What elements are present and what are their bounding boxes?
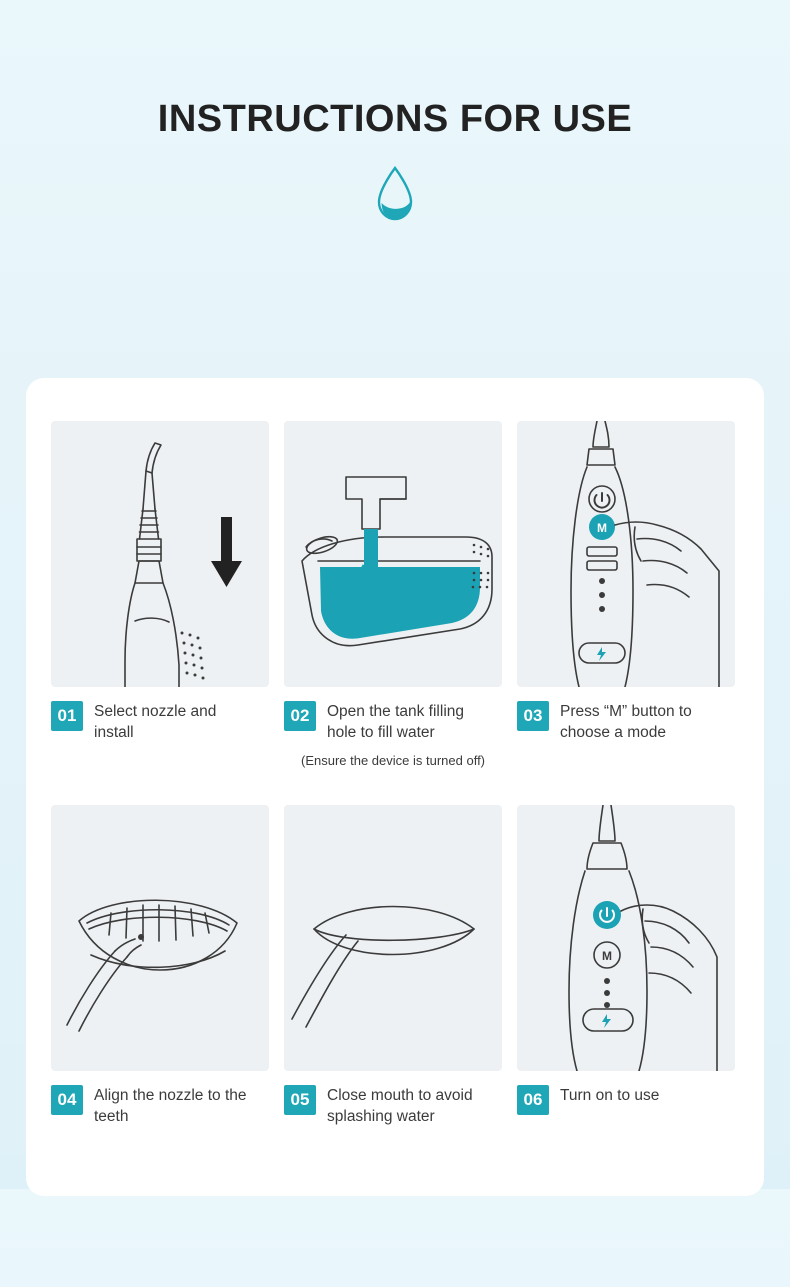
lightning-bolt-icon xyxy=(602,1014,611,1028)
step-01-text: Select nozzle and install xyxy=(94,703,217,741)
step-01 xyxy=(46,421,279,769)
tank-filling-illustration xyxy=(284,421,502,687)
step-05 xyxy=(279,805,512,1127)
step-03-number: 03 xyxy=(517,701,549,731)
step-06-number: 06 xyxy=(517,1085,549,1115)
step-03-caption xyxy=(517,701,740,743)
step-05-text: Close mouth to avoid splashing water xyxy=(327,1087,473,1125)
down-arrow-icon xyxy=(211,517,242,587)
step-04-text: Align the nozzle to the teeth xyxy=(94,1087,247,1125)
step-05-caption xyxy=(284,1085,507,1127)
close-mouth-illustration xyxy=(284,805,502,1071)
press-m-button-illustration xyxy=(517,421,735,687)
step-06 xyxy=(512,805,745,1127)
step-04-number: 04 xyxy=(51,1085,83,1115)
mode-button-label: M xyxy=(597,521,607,535)
step-06-caption xyxy=(517,1085,740,1115)
step-04 xyxy=(46,805,279,1127)
step-02-note: (Ensure the device is turned off) xyxy=(300,753,486,768)
step-01-caption xyxy=(51,701,274,743)
water-drop-icon xyxy=(372,165,418,225)
page-title: INSTRUCTIONS FOR USE xyxy=(157,98,633,140)
mode-button-label: M xyxy=(602,949,612,963)
turn-on-illustration xyxy=(517,805,735,1071)
step-03 xyxy=(512,421,745,769)
step-02 xyxy=(279,421,512,769)
step-05-number: 05 xyxy=(284,1085,316,1115)
steps-grid xyxy=(46,421,746,1127)
step-02-caption xyxy=(284,701,507,743)
lightning-bolt-icon xyxy=(597,647,606,661)
step-06-text: Turn on to use xyxy=(560,1087,660,1104)
align-nozzle-teeth-illustration xyxy=(51,805,269,1071)
nozzle-install-illustration xyxy=(51,421,269,687)
step-02-text: Open the tank filling hole to fill water xyxy=(327,703,465,741)
step-03-text: Press “M” button to choose a mode xyxy=(560,703,692,741)
step-04-caption xyxy=(51,1085,274,1127)
step-02-number: 02 xyxy=(284,701,316,731)
step-01-number: 01 xyxy=(51,701,83,731)
instructions-card xyxy=(26,378,764,1196)
water-drop-decoration xyxy=(0,165,790,225)
